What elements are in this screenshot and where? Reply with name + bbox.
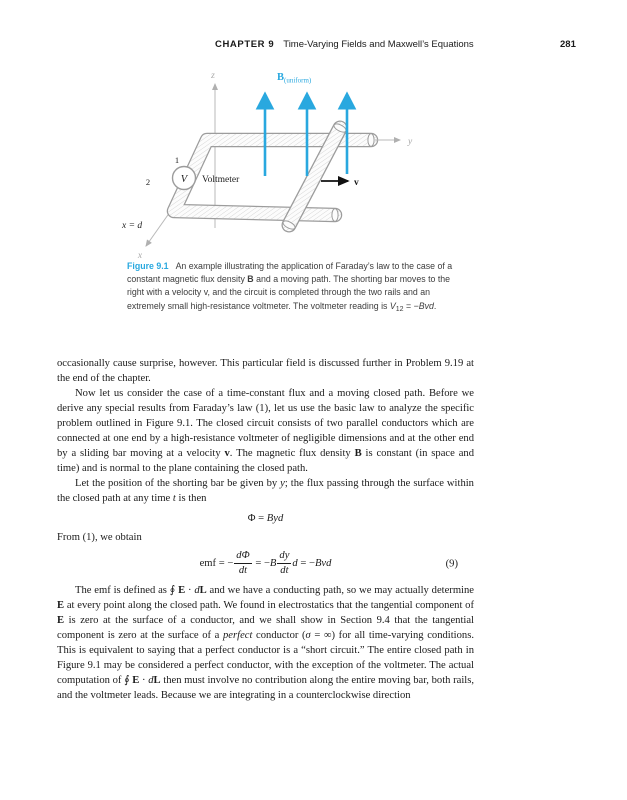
figure-caption-text: An example illustrating the application of Faraday’s law to the case of a constant magnetic flux density B and a moving path. The shorting bar moves to the right with a velocity v, and the circuit is completed through the two rails and an extremely small high-resistance voltmeter. The voltmeter reading is $V_{12} = -Bvd$.	[127, 261, 453, 313]
figure-caption-tag: Figure 9.1	[127, 261, 169, 271]
eq9-den2: dt	[280, 565, 289, 576]
velocity-label: v	[354, 178, 359, 188]
velocity-arrow	[321, 178, 359, 188]
eq9-num2: dy	[277, 550, 291, 564]
b-symbol: B	[277, 72, 285, 83]
chapter-title: Time-Varying Fields and Maxwell’s Equations	[283, 39, 474, 50]
paragraph: occasionally cause surprise, however. This particular field is discussed further in Problem 9.19 at the end of the chapter.	[57, 358, 474, 384]
paragraph: Now let us consider the case of a time-constant flux and a moving closed path. Before we derive any special results from Faraday’s law (1), let us use the basic law to analyze the specific problem outlined in Figure 9.1. The closed circuit consists of two parallel conductors which are connected at one end by a high-resistance voltmeter of negligible dimensions and at the other end by a sliding bar moving at a velocity v. The magnetic flux density B is constant (in space and time) and is normal to the plane containing the closed path.	[57, 388, 474, 474]
figure-9-1-diagram	[0, 0, 460, 270]
paragraph: From (1), we obtain	[57, 532, 142, 543]
eq9-d: d	[292, 557, 298, 569]
figure-caption	[127, 260, 463, 316]
b-field-label	[277, 72, 312, 85]
b-uniform-subscript: (uniform)	[284, 76, 312, 85]
top-rail-end-cap	[368, 134, 374, 147]
eq9-den1: dt	[238, 565, 248, 576]
terminal-2-label: 2	[145, 177, 151, 187]
y-axis-label: y	[408, 137, 413, 147]
x-equals-d-label: x = d	[122, 221, 143, 231]
y-axis	[375, 137, 413, 147]
eq9-b: B	[269, 557, 277, 569]
body-text	[57, 356, 474, 703]
paragraph: Let the position of the shorting bar be given by y; the flux passing through the surface within the closed path at any time t is then	[57, 478, 474, 504]
eq9-op: = −	[297, 557, 315, 569]
z-axis-label: z	[211, 71, 215, 81]
chapter-label: CHAPTER 9	[215, 39, 275, 50]
x-axis	[137, 212, 170, 261]
eq9-lhs: emf	[199, 557, 217, 569]
terminal-1-label: 1	[174, 155, 180, 165]
eq9-num1: dΦ	[234, 550, 251, 564]
equation-9	[57, 550, 474, 577]
equation-number: (9)	[445, 558, 458, 569]
eq9-fraction-dy-dt	[276, 550, 292, 577]
x-axis-label: x	[137, 251, 143, 261]
voltmeter-symbol: V	[180, 174, 188, 185]
equation-flux: Φ = Byd	[247, 513, 284, 524]
eq9-op: = −	[216, 557, 234, 569]
paragraph: The emf is defined as ∮ E · dL and we have a conducting path, so we may actually determine E at every point along the closed path. We found in electrostatics that the tangential component of E is zero at the surface of a conductor, and we shall show in Section 9.4 that the tangential component is zero at the surface of a perfect conductor (σ = ∞) for all time-varying conditions. This is equivalent to saying that a perfect conductor is a “short circuit.” The entire closed path in Figure 9.1 may be considered a perfect conductor, with the exception of the voltmeter. The actual computation of ∮ E · dL then must involve no contribution along the entire moving bar, both rails, and the voltmeter leads. Because we are integrating in a counterclockwise direction	[57, 585, 474, 701]
bottom-rail-end-cap	[332, 209, 338, 222]
page-number: 281	[560, 39, 576, 50]
voltmeter-label: Voltmeter	[202, 175, 240, 185]
eq9-op: = −	[252, 557, 270, 569]
eq9-fraction-dphi-dt	[233, 550, 252, 577]
eq9-bvd: Bvd	[314, 557, 332, 569]
z-axis	[210, 71, 215, 228]
